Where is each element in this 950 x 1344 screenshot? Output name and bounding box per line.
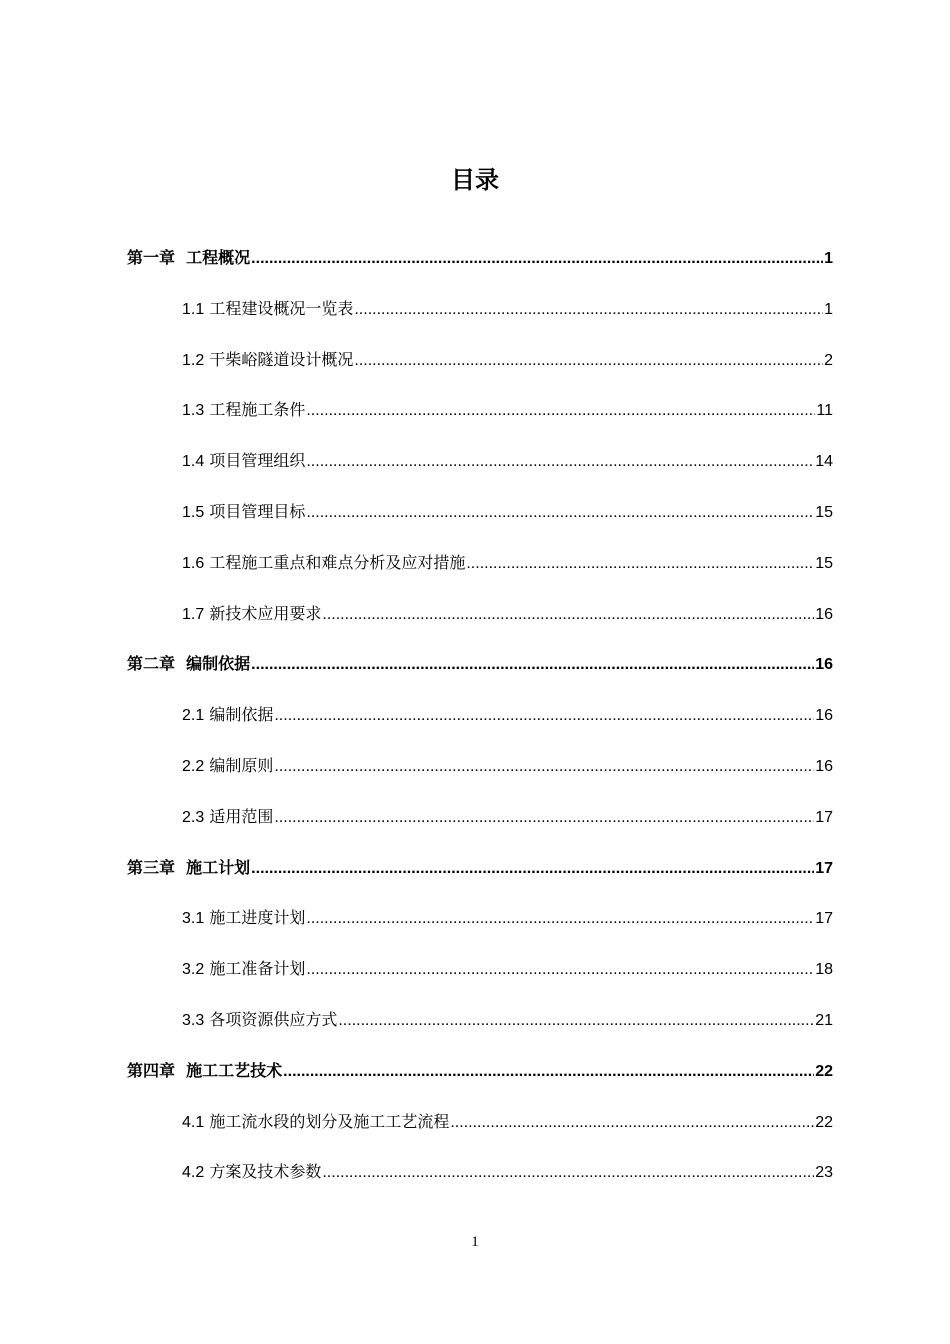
toc-dot-leader	[354, 292, 823, 328]
toc-dot-leader	[450, 1105, 814, 1141]
toc-dot-leader	[274, 800, 814, 836]
page-title: 目录	[451, 166, 499, 194]
toc-entry-number: 2.2	[182, 758, 205, 775]
toc-entry-number: 4.1	[182, 1113, 205, 1131]
toc-dot-leader	[306, 393, 815, 429]
toc-section-entry[interactable]	[182, 494, 833, 530]
toc-entry-number: 3.1	[182, 910, 205, 928]
toc-entry-number: 2.1	[182, 707, 205, 725]
toc-entry-label	[182, 697, 273, 734]
toc-page-number: 17	[815, 808, 833, 826]
toc-dot-leader	[322, 597, 814, 633]
page-number: 1	[471, 1234, 479, 1250]
toc-page-number: 21	[815, 1012, 833, 1029]
toc-entry-title: 新技术应用要求	[209, 603, 322, 623]
toc-entry-title: 施工进度计划	[209, 908, 306, 928]
toc-section-entry[interactable]	[182, 900, 833, 936]
toc-entry-number: 1.1	[182, 300, 205, 318]
toc-entry-label	[182, 596, 321, 633]
toc-dot-leader	[274, 749, 814, 785]
toc-dot-leader	[251, 851, 814, 887]
toc-entry-title: 施工工艺技术	[186, 1060, 283, 1080]
toc-entry-title: 工程建设概况一览表	[209, 298, 354, 318]
toc-page-number: 16	[815, 656, 833, 674]
toc-page-number: 22	[815, 1062, 833, 1080]
toc-entry-title: 施工准备计划	[209, 959, 306, 979]
toc-section-entry[interactable]	[182, 342, 833, 378]
toc-page-number: 22	[815, 1113, 833, 1131]
toc-chapter-entry[interactable]	[127, 1053, 833, 1089]
toc-entry-label	[127, 646, 250, 682]
toc-entry-number: 1.4	[182, 453, 205, 471]
toc-entry-title: 各项资源供应方式	[209, 1010, 338, 1029]
toc-chapter-entry[interactable]	[127, 240, 833, 276]
toc-dot-leader	[274, 698, 814, 734]
toc-entry-title: 编制依据	[209, 705, 274, 725]
toc-section-entry[interactable]	[182, 291, 833, 327]
toc-entry-title: 施工流水段的划分及施工工艺流程	[209, 1111, 450, 1131]
toc-page-number: 16	[815, 758, 833, 775]
toc-page-number: 16	[815, 707, 833, 725]
toc-dot-leader	[283, 1054, 814, 1090]
toc-entry-number: 第三章	[127, 857, 176, 877]
toc-page-number: 15	[815, 504, 833, 521]
toc-page-number: 17	[815, 910, 833, 928]
toc-entry-number: 1.3	[182, 402, 205, 420]
toc-page-number: 23	[815, 1164, 833, 1182]
toc-entry-number: 1.5	[182, 504, 205, 521]
toc-entry-label	[127, 240, 250, 276]
toc-entry-number: 4.2	[182, 1164, 205, 1182]
toc-entry-number: 第二章	[127, 654, 176, 674]
toc-entry-label	[182, 1002, 337, 1039]
toc-dot-leader	[338, 1003, 814, 1039]
toc-entry-number: 1.6	[182, 554, 205, 572]
toc-section-entry[interactable]	[182, 1002, 833, 1038]
toc-section-entry[interactable]	[182, 596, 833, 632]
toc-page-number: 1	[824, 300, 833, 318]
toc-section-entry[interactable]	[182, 443, 833, 479]
toc-entry-label	[127, 850, 250, 886]
toc-chapter-entry[interactable]	[127, 646, 833, 682]
toc-dot-leader	[251, 647, 814, 683]
toc-entry-label	[127, 1053, 282, 1089]
toc-entry-title: 施工计划	[186, 857, 251, 877]
toc-page-number: 2	[824, 351, 833, 369]
toc-page-number: 18	[815, 961, 833, 979]
toc-entry-title: 项目管理组织	[209, 451, 306, 471]
toc-dot-leader	[306, 952, 814, 988]
toc-entry-label	[182, 900, 305, 937]
toc-entry-label	[182, 291, 353, 328]
toc-entry-number: 2.3	[182, 808, 205, 826]
toc-entry-number: 第一章	[127, 248, 176, 267]
toc-entry-label	[182, 951, 305, 988]
toc-page-number: 1	[824, 250, 833, 267]
toc-page-number: 15	[815, 554, 833, 572]
toc-section-entry[interactable]	[182, 951, 833, 987]
toc-section-entry[interactable]	[182, 697, 833, 733]
toc-dot-leader	[354, 343, 823, 379]
toc-page-number: 14	[815, 453, 833, 471]
toc-entry-label	[182, 443, 305, 480]
toc-entry-label	[182, 1104, 449, 1141]
toc-section-entry[interactable]	[182, 545, 833, 581]
toc-chapter-entry[interactable]	[127, 850, 833, 886]
toc-section-entry[interactable]	[182, 392, 833, 428]
toc-entry-title: 干柴峪隧道设计概况	[209, 349, 354, 369]
toc-entry-title: 编制原则	[209, 756, 274, 775]
toc-entry-label	[182, 342, 353, 379]
toc-entry-number: 3.3	[182, 1012, 205, 1029]
toc-entry-label	[182, 392, 305, 429]
toc-entry-number: 1.2	[182, 351, 205, 369]
toc-page-number: 11	[816, 402, 833, 420]
toc-section-entry[interactable]	[182, 748, 833, 784]
toc-entry-number: 3.2	[182, 961, 205, 979]
toc-section-entry[interactable]	[182, 799, 833, 835]
toc-page-number: 16	[815, 605, 833, 623]
toc-entry-label	[182, 1154, 321, 1191]
toc-entry-title: 工程施工条件	[209, 400, 306, 420]
toc-entry-label	[182, 545, 465, 582]
toc-entry-label	[182, 494, 305, 531]
toc-section-entry[interactable]	[182, 1154, 833, 1190]
toc-entry-title: 编制依据	[186, 654, 251, 674]
toc-page-number: 17	[815, 859, 833, 877]
toc-entry-title: 工程概况	[186, 248, 251, 267]
toc-entry-number: 1.7	[182, 605, 205, 623]
toc-dot-leader	[466, 546, 814, 582]
toc-entry-title: 方案及技术参数	[209, 1162, 322, 1182]
toc-entry-title: 适用范围	[209, 806, 274, 826]
toc-entry-title: 工程施工重点和难点分析及应对措施	[209, 552, 466, 572]
toc-dot-leader	[322, 1155, 814, 1191]
toc-dot-leader	[306, 444, 814, 480]
toc-dot-leader	[306, 495, 814, 531]
toc-entry-label	[182, 799, 273, 836]
toc-entry-number: 第四章	[127, 1060, 176, 1080]
toc-dot-leader	[251, 241, 823, 277]
toc-section-entry[interactable]	[182, 1104, 833, 1140]
toc-entry-label	[182, 748, 273, 785]
toc-dot-leader	[306, 901, 814, 937]
toc-entry-title: 项目管理目标	[209, 502, 306, 521]
